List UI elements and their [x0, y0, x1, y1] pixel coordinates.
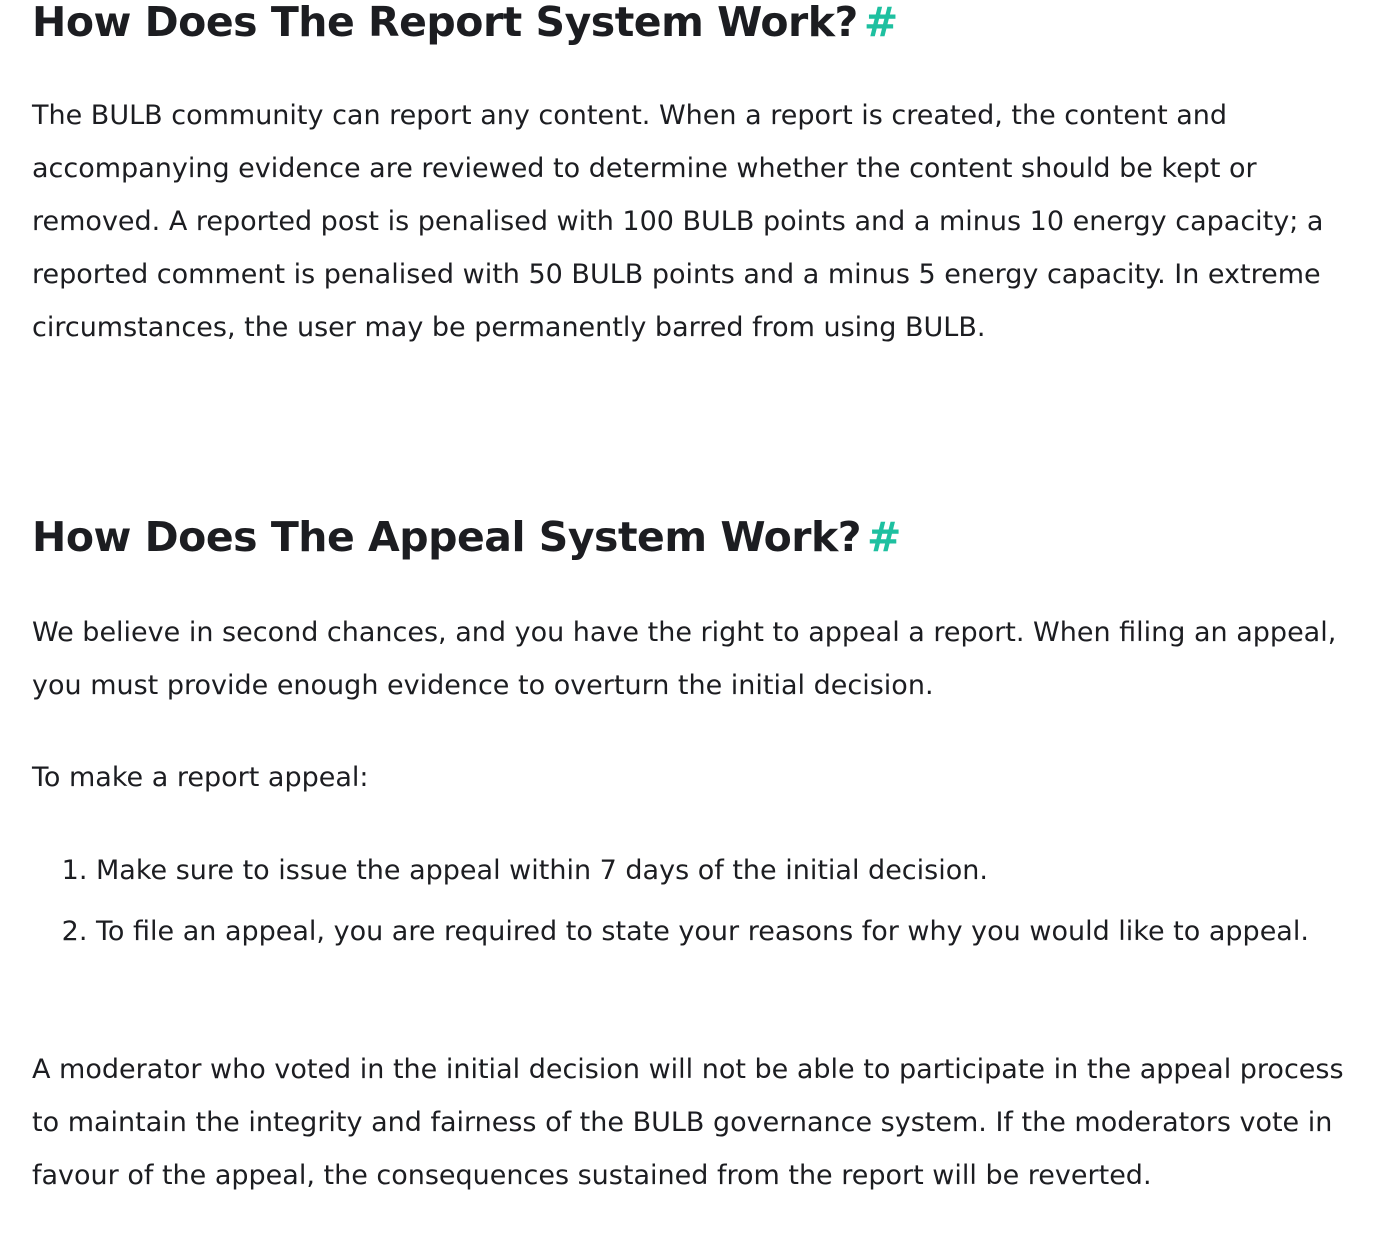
appeal-system-paragraph: We believe in second chances, and you have the right to appeal a report. When filing an appeal, you must provide enough evidence to overturn the initial decision.: [32, 617, 1337, 701]
appeal-steps-intro: To make a report appeal:: [32, 762, 369, 793]
appeal-step-item: 1. Make sure to issue the appeal within 7 days of the initial decision.: [96, 844, 1374, 897]
appeal-step-item: 2. To file an appeal, you are required to state your reasons for why you would like to appeal.: [96, 905, 1374, 958]
moderator-paragraph: A moderator who voted in the initial decision will not be able to participate in the appeal process to maintain the integrity and fairness of the BULB governance system. If the moderators vote in favour of the appeal, the consequences sustained from the report will be reverted.: [32, 1054, 1344, 1191]
appeal-steps-list: [32, 844, 1374, 966]
appeal-system-anchor-link[interactable]: #: [867, 513, 901, 561]
report-system-heading: [32, 0, 898, 44]
appeal-system-heading-text: How Does The Appeal System Work?: [32, 513, 862, 561]
report-system-heading-text: How Does The Report System Work?: [32, 0, 858, 46]
appeal-system-heading: [32, 515, 901, 559]
report-system-anchor-link[interactable]: #: [863, 0, 898, 46]
report-system-paragraph: The BULB community can report any content. When a report is created, the content and accompanying evidence are reviewed to determine whether the content should be kept or removed. A reported post is penalised with 100 BULB points and a minus 10 energy capacity; a reported comment is penalised with 50 BULB points and a minus 5 energy capacity. In extreme circumstances, the user may be permanently barred from using BULB.: [32, 100, 1324, 343]
